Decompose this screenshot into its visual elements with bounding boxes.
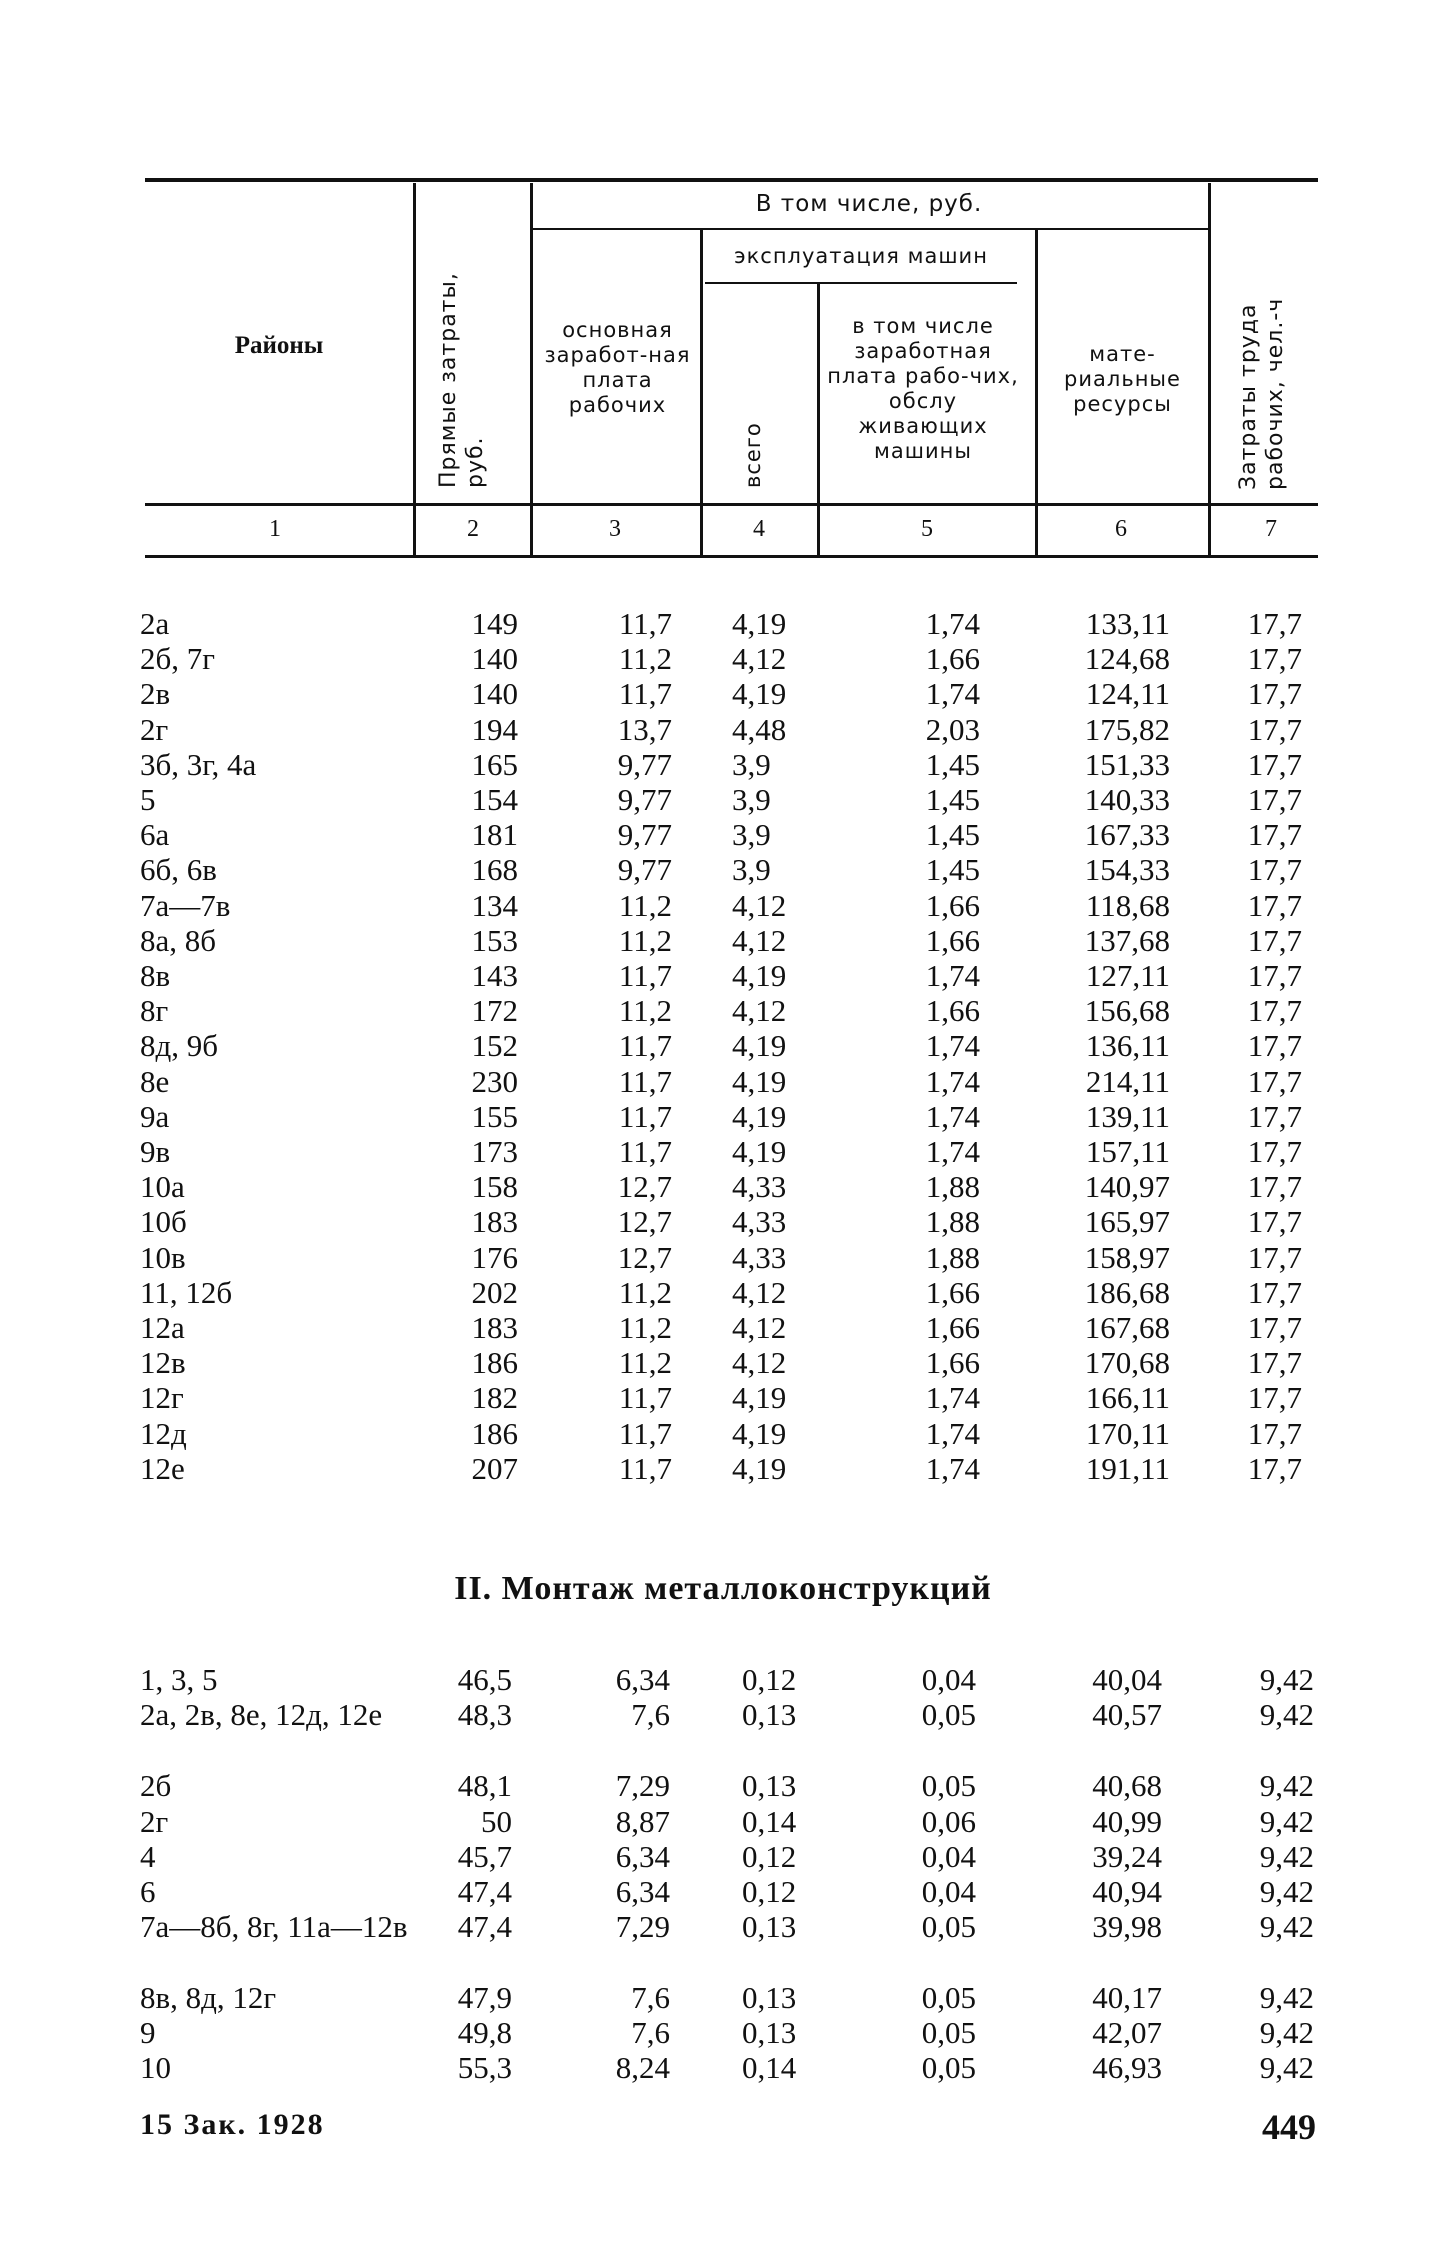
value-cell: 0,14 xyxy=(742,1804,797,1839)
value-cell: 11,7 xyxy=(618,1134,672,1169)
value-cell: 12,7 xyxy=(617,1239,672,1275)
header-base-wage: основная заработ-ная плата рабочих xyxy=(544,318,691,417)
value-cell: 47,4 xyxy=(457,1874,512,1909)
value-cell: 183 xyxy=(471,1204,518,1240)
value-cell: 1,74 xyxy=(925,1415,980,1451)
value-cell: 186 xyxy=(471,1345,518,1381)
value-cell: 170,68 xyxy=(1084,1345,1170,1381)
region-cell: 2г xyxy=(140,711,169,747)
region-cell: 8д, 9б xyxy=(140,1028,219,1064)
value-cell: 0,13 xyxy=(742,1768,797,1803)
value-cell: 1,45 xyxy=(925,817,980,853)
region-cell: 8в xyxy=(140,958,171,993)
region-cell: 2г xyxy=(140,1804,169,1839)
value-cell: 182 xyxy=(471,1380,518,1416)
value-cell: 1,66 xyxy=(925,922,980,958)
value-cell: 140 xyxy=(471,676,518,712)
value-cell: 1,66 xyxy=(925,1310,980,1345)
value-cell: 1,74 xyxy=(925,1063,980,1099)
value-cell: 17,7 xyxy=(1247,1063,1302,1099)
value-cell: 1,74 xyxy=(925,676,980,712)
value-cell: 0,13 xyxy=(742,1697,797,1732)
value-cell: 1,66 xyxy=(925,1345,980,1381)
value-cell: 118,68 xyxy=(1085,887,1170,923)
value-cell: 0,04 xyxy=(921,1839,976,1874)
value-cell: 3,9 xyxy=(732,817,771,853)
value-cell: 214,11 xyxy=(1085,1063,1170,1099)
value-cell: 55,3 xyxy=(457,2050,512,2085)
value-cell: 0,05 xyxy=(921,1909,976,1944)
value-cell: 0,05 xyxy=(921,1980,976,2015)
value-cell: 50 xyxy=(481,1804,512,1839)
value-cell: 139,11 xyxy=(1085,1098,1170,1134)
region-cell: 9а xyxy=(140,1098,170,1134)
value-cell: 1,74 xyxy=(925,1380,980,1416)
value-cell: 11,2 xyxy=(618,1274,672,1310)
table-row xyxy=(0,1099,1446,1134)
value-cell: 48,3 xyxy=(457,1697,512,1732)
value-cell: 11,2 xyxy=(618,1310,672,1345)
value-cell: 42,07 xyxy=(1092,2015,1162,2050)
value-cell: 11,2 xyxy=(618,887,672,923)
value-cell: 17,7 xyxy=(1247,711,1302,747)
value-cell: 8,87 xyxy=(615,1804,670,1839)
value-cell: 0,05 xyxy=(921,2050,976,2085)
value-cell: 6,34 xyxy=(615,1839,670,1874)
table-row xyxy=(0,993,1446,1028)
value-cell: 0,12 xyxy=(742,1874,797,1909)
value-cell: 134 xyxy=(471,887,518,923)
value-cell: 1,88 xyxy=(925,1169,980,1205)
value-cell: 4,33 xyxy=(732,1204,787,1240)
value-cell: 11,7 xyxy=(618,1415,672,1451)
value-cell: 0,04 xyxy=(921,1874,976,1909)
table-row xyxy=(0,1416,1446,1451)
value-cell: 4,33 xyxy=(732,1239,787,1275)
value-cell: 170,11 xyxy=(1085,1415,1170,1451)
value-cell: 4,33 xyxy=(732,1169,787,1205)
value-cell: 17,7 xyxy=(1247,1345,1302,1381)
value-cell: 8,24 xyxy=(615,2050,670,2085)
value-cell: 149 xyxy=(471,606,518,641)
print-order-note: 15 Зак. 1928 xyxy=(140,2108,325,2141)
value-cell: 0,12 xyxy=(742,1839,797,1874)
table-row xyxy=(0,1064,1446,1099)
region-cell: 2а, 2в, 8е, 12д, 12е xyxy=(140,1697,383,1732)
value-cell: 12,7 xyxy=(617,1204,672,1240)
value-cell: 1,74 xyxy=(925,1028,980,1064)
table-row xyxy=(0,606,1446,641)
value-cell: 153 xyxy=(471,922,518,958)
table-row xyxy=(0,888,1446,923)
table-row xyxy=(0,1380,1446,1415)
value-cell: 137,68 xyxy=(1084,922,1170,958)
value-cell: 183 xyxy=(471,1310,518,1345)
value-cell: 1,74 xyxy=(925,606,980,641)
value-cell: 1,45 xyxy=(925,746,980,782)
value-cell: 0,05 xyxy=(921,2015,976,2050)
value-cell: 17,7 xyxy=(1247,746,1302,782)
value-cell: 48,1 xyxy=(457,1768,512,1803)
table-row xyxy=(0,1134,1446,1169)
value-cell: 4,12 xyxy=(732,1274,787,1310)
value-cell: 1,66 xyxy=(925,1274,980,1310)
value-cell: 0,13 xyxy=(742,2015,797,2050)
value-cell: 17,7 xyxy=(1247,993,1302,1029)
value-cell: 0,14 xyxy=(742,2050,797,2085)
value-cell: 1,74 xyxy=(925,958,980,993)
value-cell: 9,42 xyxy=(1259,1980,1314,2015)
value-cell: 4,12 xyxy=(732,641,787,677)
value-cell: 4,12 xyxy=(732,922,787,958)
value-cell: 11,7 xyxy=(618,1380,672,1416)
value-cell: 11,7 xyxy=(618,1028,672,1064)
value-cell: 172 xyxy=(471,993,518,1029)
value-cell: 17,7 xyxy=(1247,782,1302,817)
value-cell: 17,7 xyxy=(1247,852,1302,888)
header-machine-wage: в том числе заработная плата рабо-чих, обслу живающих машины xyxy=(827,314,1019,463)
value-cell: 4,19 xyxy=(732,1134,787,1169)
header-including-group: В том числе, руб. xyxy=(755,191,983,217)
value-cell: 1,66 xyxy=(925,887,980,923)
value-cell: 0,12 xyxy=(742,1662,797,1697)
value-cell: 46,5 xyxy=(457,1662,512,1697)
table-row xyxy=(0,1345,1446,1380)
table-row xyxy=(0,1310,1446,1345)
value-cell: 1,45 xyxy=(925,782,980,817)
value-cell: 4,12 xyxy=(732,1345,787,1381)
value-cell: 4,12 xyxy=(732,887,787,923)
value-cell: 127,11 xyxy=(1085,958,1170,993)
page-number: 449 xyxy=(1262,2107,1316,2147)
col-number-4: 4 xyxy=(753,516,765,542)
value-cell: 186 xyxy=(471,1415,518,1451)
value-cell: 11,2 xyxy=(618,1345,672,1381)
value-cell: 165,97 xyxy=(1084,1204,1170,1240)
value-cell: 17,7 xyxy=(1247,1239,1302,1275)
table-header xyxy=(145,178,1318,563)
region-cell: 3б, 3г, 4а xyxy=(140,746,257,782)
value-cell: 1,74 xyxy=(925,1134,980,1169)
region-cell: 7а—8б, 8г, 11а—12в xyxy=(140,1909,408,1944)
value-cell: 17,7 xyxy=(1247,887,1302,923)
value-cell: 46,93 xyxy=(1092,2050,1162,2085)
value-cell: 11,7 xyxy=(618,606,672,641)
region-cell: 9 xyxy=(140,2015,156,2050)
value-cell: 191,11 xyxy=(1085,1450,1170,1486)
value-cell: 9,42 xyxy=(1259,2015,1314,2050)
value-cell: 45,7 xyxy=(457,1839,512,1874)
table-row xyxy=(0,747,1446,782)
value-cell: 9,77 xyxy=(617,746,672,782)
value-cell: 40,04 xyxy=(1092,1662,1162,1697)
value-cell: 47,9 xyxy=(457,1980,512,2015)
value-cell: 124,11 xyxy=(1085,676,1170,712)
header-material-resources: мате-риальные ресурсы xyxy=(1064,342,1181,416)
value-cell: 166,11 xyxy=(1085,1380,1170,1416)
value-cell: 7,29 xyxy=(615,1909,670,1944)
value-cell: 4,48 xyxy=(732,711,787,747)
value-cell: 1,66 xyxy=(925,641,980,677)
value-cell: 49,8 xyxy=(457,2015,512,2050)
value-cell: 17,7 xyxy=(1247,676,1302,712)
region-cell: 11, 12б xyxy=(140,1274,233,1310)
table-row xyxy=(0,1169,1446,1204)
value-cell: 11,2 xyxy=(618,922,672,958)
value-cell: 9,77 xyxy=(617,852,672,888)
table-row xyxy=(0,782,1446,817)
value-cell: 143 xyxy=(471,958,518,993)
col-number-6: 6 xyxy=(1115,516,1127,542)
value-cell: 17,7 xyxy=(1247,1169,1302,1205)
value-cell: 4,19 xyxy=(732,676,787,712)
region-cell: 6а xyxy=(140,817,170,853)
value-cell: 12,7 xyxy=(617,1169,672,1205)
value-cell: 230 xyxy=(471,1063,518,1099)
value-cell: 17,7 xyxy=(1247,1098,1302,1134)
value-cell: 2,03 xyxy=(925,711,980,747)
col-number-1: 1 xyxy=(269,516,281,542)
value-cell: 17,7 xyxy=(1247,817,1302,853)
value-cell: 140,33 xyxy=(1084,782,1170,817)
value-cell: 165 xyxy=(471,746,518,782)
value-cell: 1,45 xyxy=(925,852,980,888)
value-cell: 4,19 xyxy=(732,1028,787,1064)
value-cell: 202 xyxy=(471,1274,518,1310)
value-cell: 176 xyxy=(471,1239,518,1275)
value-cell: 181 xyxy=(471,817,518,853)
value-cell: 194 xyxy=(471,711,518,747)
value-cell: 1,88 xyxy=(925,1239,980,1275)
value-cell: 17,7 xyxy=(1247,606,1302,641)
value-cell: 17,7 xyxy=(1247,1450,1302,1486)
header-labor-costs: Затраты труда рабочих, чел.-ч xyxy=(1236,297,1288,490)
value-cell: 11,2 xyxy=(618,641,672,677)
col-number-3: 3 xyxy=(609,516,621,542)
value-cell: 167,33 xyxy=(1084,817,1170,853)
value-cell: 156,68 xyxy=(1084,993,1170,1029)
value-cell: 1,88 xyxy=(925,1204,980,1240)
region-cell: 2в xyxy=(140,676,171,712)
value-cell: 140 xyxy=(471,641,518,677)
value-cell: 0,13 xyxy=(742,1980,797,2015)
section-title: II. Монтаж металлоконструкций xyxy=(454,1570,992,1607)
value-cell: 9,42 xyxy=(1259,1697,1314,1732)
value-cell: 17,7 xyxy=(1247,1028,1302,1064)
value-cell: 152 xyxy=(471,1028,518,1064)
value-cell: 4,19 xyxy=(732,1380,787,1416)
region-cell: 8е xyxy=(140,1063,170,1099)
table-row xyxy=(0,958,1446,993)
value-cell: 9,77 xyxy=(617,782,672,817)
value-cell: 133,11 xyxy=(1085,606,1170,641)
region-cell: 10 xyxy=(140,2050,171,2085)
table-row xyxy=(0,641,1446,676)
value-cell: 39,98 xyxy=(1092,1909,1162,1944)
value-cell: 11,7 xyxy=(618,1450,672,1486)
value-cell: 207 xyxy=(471,1450,518,1486)
value-cell: 17,7 xyxy=(1247,922,1302,958)
value-cell: 4,19 xyxy=(732,1063,787,1099)
region-cell: 9в xyxy=(140,1134,171,1169)
table-row xyxy=(0,1240,1446,1275)
value-cell: 17,7 xyxy=(1247,1274,1302,1310)
value-cell: 4,19 xyxy=(732,1415,787,1451)
value-cell: 158 xyxy=(471,1169,518,1205)
region-cell: 6 xyxy=(140,1874,156,1909)
value-cell: 7,6 xyxy=(631,1697,670,1732)
value-cell: 4,19 xyxy=(732,606,787,641)
value-cell: 3,9 xyxy=(732,852,771,888)
value-cell: 1,74 xyxy=(925,1098,980,1134)
value-cell: 9,42 xyxy=(1259,1839,1314,1874)
table-row xyxy=(0,1451,1446,1486)
value-cell: 155 xyxy=(471,1098,518,1134)
value-cell: 47,4 xyxy=(457,1909,512,1944)
value-cell: 7,6 xyxy=(631,2015,670,2050)
value-cell: 17,7 xyxy=(1247,1380,1302,1416)
value-cell: 173 xyxy=(471,1134,518,1169)
value-cell: 136,11 xyxy=(1085,1028,1170,1064)
value-cell: 4,19 xyxy=(732,1098,787,1134)
region-cell: 12а xyxy=(140,1310,185,1345)
region-cell: 1, 3, 5 xyxy=(140,1662,218,1697)
value-cell: 40,57 xyxy=(1092,1697,1162,1732)
value-cell: 17,7 xyxy=(1247,641,1302,677)
value-cell: 17,7 xyxy=(1247,1415,1302,1451)
value-cell: 17,7 xyxy=(1247,958,1302,993)
region-cell: 12г xyxy=(140,1380,184,1416)
value-cell: 124,68 xyxy=(1084,641,1170,677)
region-cell: 2б xyxy=(140,1768,172,1803)
value-cell: 6,34 xyxy=(615,1662,670,1697)
value-cell: 11,7 xyxy=(618,676,672,712)
value-cell: 9,42 xyxy=(1259,1874,1314,1909)
col-number-5: 5 xyxy=(921,516,933,542)
table-row xyxy=(0,817,1446,852)
value-cell: 0,06 xyxy=(921,1804,976,1839)
region-cell: 12в xyxy=(140,1345,186,1381)
value-cell: 11,7 xyxy=(618,958,672,993)
region-cell: 8а, 8б xyxy=(140,922,217,958)
value-cell: 9,42 xyxy=(1259,1804,1314,1839)
table-row xyxy=(0,676,1446,711)
header-total: всего xyxy=(741,422,765,488)
col-number-2: 2 xyxy=(467,516,479,542)
value-cell: 9,77 xyxy=(617,817,672,853)
region-cell: 6б, 6в xyxy=(140,852,217,888)
header-regions: Районы xyxy=(234,332,324,359)
region-cell: 8г xyxy=(140,993,169,1029)
table-row xyxy=(0,1028,1446,1063)
value-cell: 17,7 xyxy=(1247,1204,1302,1240)
value-cell: 40,99 xyxy=(1092,1804,1162,1839)
value-cell: 186,68 xyxy=(1084,1274,1170,1310)
region-cell: 5 xyxy=(140,782,156,817)
region-cell: 4 xyxy=(140,1839,156,1874)
value-cell: 151,33 xyxy=(1084,746,1170,782)
value-cell: 3,9 xyxy=(732,782,771,817)
value-cell: 154 xyxy=(471,782,518,817)
table-row xyxy=(0,712,1446,747)
value-cell: 0,13 xyxy=(742,1909,797,1944)
value-cell: 7,29 xyxy=(615,1768,670,1803)
value-cell: 4,12 xyxy=(732,1310,787,1345)
table-row xyxy=(0,1275,1446,1310)
value-cell: 157,11 xyxy=(1085,1134,1170,1169)
value-cell: 9,42 xyxy=(1259,1768,1314,1803)
value-cell: 17,7 xyxy=(1247,1310,1302,1345)
table-row xyxy=(0,1204,1446,1239)
value-cell: 9,42 xyxy=(1259,1909,1314,1944)
value-cell: 4,12 xyxy=(732,993,787,1029)
region-cell: 8в, 8д, 12г xyxy=(140,1980,277,2015)
region-cell: 10а xyxy=(140,1169,185,1205)
header-direct-costs: Прямые затраты, руб. xyxy=(436,272,488,488)
region-cell: 10б xyxy=(140,1204,187,1240)
value-cell: 3,9 xyxy=(732,746,771,782)
value-cell: 9,42 xyxy=(1259,1662,1314,1697)
value-cell: 0,04 xyxy=(921,1662,976,1697)
region-cell: 12д xyxy=(140,1415,187,1451)
value-cell: 39,24 xyxy=(1092,1839,1162,1874)
table-row xyxy=(0,852,1446,887)
value-cell: 175,82 xyxy=(1084,711,1170,747)
value-cell: 154,33 xyxy=(1084,852,1170,888)
region-cell: 2б, 7г xyxy=(140,641,215,677)
value-cell: 7,6 xyxy=(631,1980,670,2015)
value-cell: 0,05 xyxy=(921,1768,976,1803)
value-cell: 11,7 xyxy=(618,1063,672,1099)
value-cell: 40,94 xyxy=(1092,1874,1162,1909)
region-cell: 7а—7в xyxy=(140,887,231,923)
value-cell: 0,05 xyxy=(921,1697,976,1732)
table-row xyxy=(0,923,1446,958)
value-cell: 140,97 xyxy=(1084,1169,1170,1205)
col-number-7: 7 xyxy=(1265,516,1277,542)
region-cell: 2а xyxy=(140,606,170,641)
value-cell: 158,97 xyxy=(1084,1239,1170,1275)
region-cell: 12е xyxy=(140,1450,185,1486)
value-cell: 1,74 xyxy=(925,1450,980,1486)
value-cell: 11,2 xyxy=(618,993,672,1029)
value-cell: 6,34 xyxy=(615,1874,670,1909)
value-cell: 9,42 xyxy=(1259,2050,1314,2085)
region-cell: 10в xyxy=(140,1239,186,1275)
value-cell: 168 xyxy=(471,852,518,888)
value-cell: 40,68 xyxy=(1092,1768,1162,1803)
value-cell: 4,19 xyxy=(732,1450,787,1486)
value-cell: 13,7 xyxy=(617,711,672,747)
value-cell: 4,19 xyxy=(732,958,787,993)
value-cell: 1,66 xyxy=(925,993,980,1029)
header-machine-operation: эксплуатация машин xyxy=(734,244,988,268)
value-cell: 40,17 xyxy=(1092,1980,1162,2015)
value-cell: 167,68 xyxy=(1084,1310,1170,1345)
value-cell: 11,7 xyxy=(618,1098,672,1134)
value-cell: 17,7 xyxy=(1247,1134,1302,1169)
